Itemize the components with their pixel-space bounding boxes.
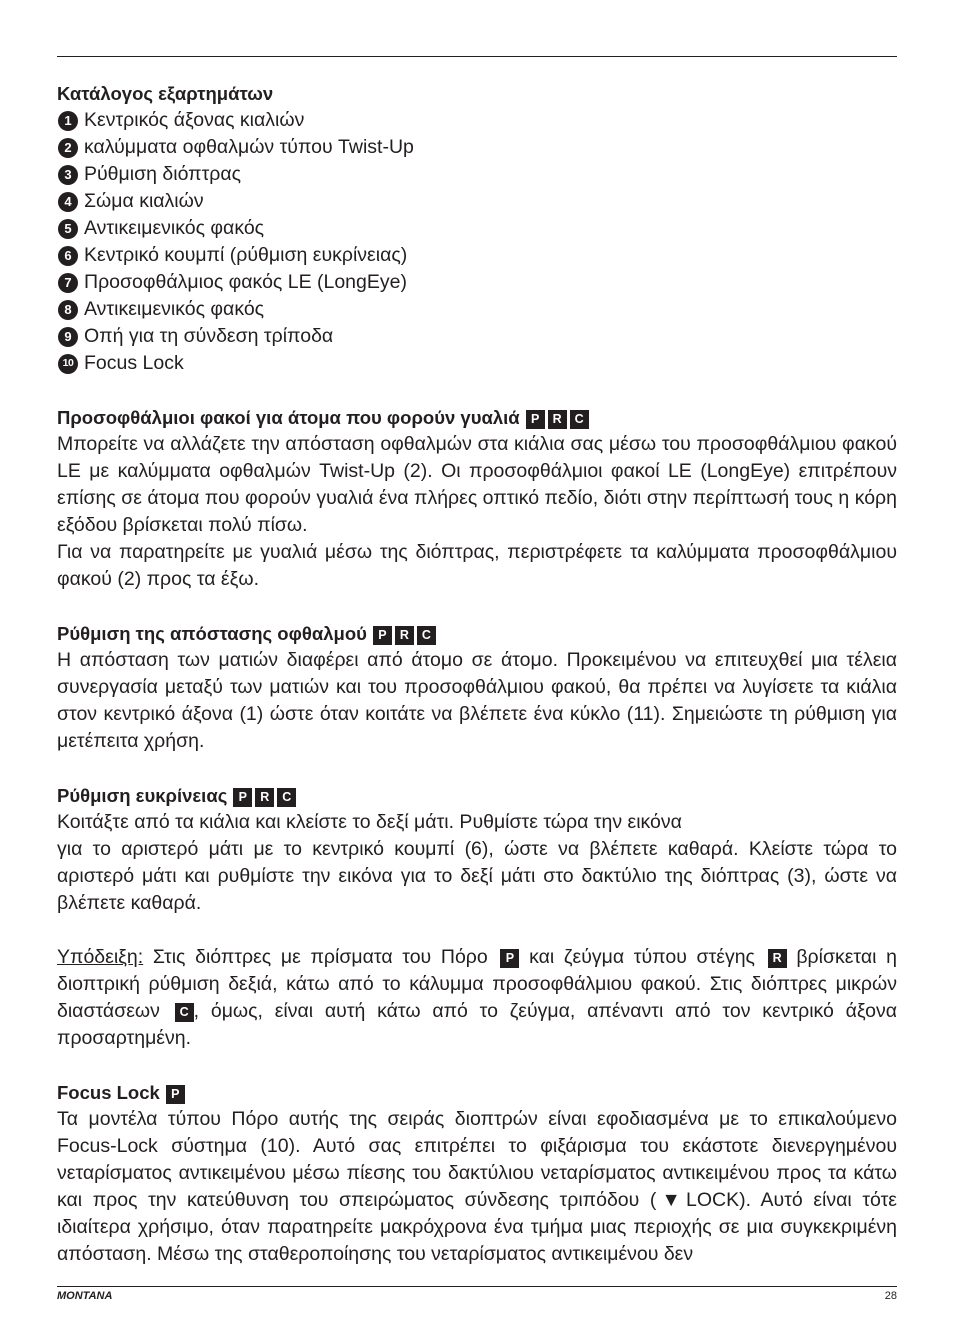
list-item bbox=[57, 107, 897, 134]
focus-line-1: Κοιτάξτε από τα κιάλια και κλείστε το δεξί μάτι. Ρυθμίστε τώρα την εικόνα bbox=[57, 811, 682, 833]
roof-badge-icon: R bbox=[255, 788, 274, 807]
part-label: Focus Lock bbox=[84, 352, 184, 374]
focus-lock-title: Focus Lock bbox=[57, 1082, 160, 1103]
roof-badge-icon: R bbox=[395, 626, 414, 645]
part-label: Αντικειμενικός φακός bbox=[84, 217, 265, 239]
compact-badge-icon: C bbox=[417, 626, 436, 645]
number-badge-icon: 2 bbox=[58, 138, 78, 158]
eyeglasses-paragraph-2: Για να παρατηρείτε με γυαλιά μέσω της διόπτρας, περιστρέφετε τα καλύμματα προσοφθάλμιου φακού (2) προς τα έξω. bbox=[57, 541, 897, 590]
spacer bbox=[57, 377, 897, 404]
note-text-3: βρίσκεται η διοπτρική ρύθμιση δεξιά, κάτω από το κάλυμμα προσοφθάλμιου φακού. Στις διόπτρες μικρών διαστάσεων bbox=[57, 946, 897, 1022]
porro-badge-icon: P bbox=[373, 626, 392, 645]
page-content bbox=[57, 80, 897, 1268]
number-badge-icon: 1 bbox=[58, 111, 78, 131]
eyeglasses-paragraph-1: Μπορείτε να αλλάζετε την απόσταση οφθαλμών στα κιάλια σας μέσω του προσοφθάλμιου φακού LE με καλύμματα οφθαλμών Twist-Up (2). Οι προσοφθάλμιοι φακοί LE (LongEye) επιτρέπουν επίσης σε άτομα που φορούν γυαλιά ένα πλήρες οπτικό πεδίο, διότι στην περίπτωσή τους η κόρη εξόδου βρίσκεται πολύ πίσω. bbox=[57, 433, 897, 536]
spacer bbox=[57, 755, 897, 782]
list-item bbox=[57, 350, 897, 377]
note-text-2: και ζεύγμα τύπου στέγης bbox=[519, 946, 765, 968]
part-label: Ρύθμιση διόπτρας bbox=[84, 163, 242, 185]
part-label: Προσοφθάλμιος φακός LE (LongEye) bbox=[84, 271, 407, 293]
eyeglasses-heading bbox=[57, 404, 897, 431]
focus-lock-paragraph: Τα μοντέλα τύπου Πόρο αυτής της σειράς διοπτρών είναι εφοδιασμένα με το επικαλούμενο Focus-Lock σύστημα (10). Αυτό σας επιτρέπει το φιξάρισμα του εκάστοτε διενεργημένου νεταρίσματος αντικειμένου μέσω πίεσης του δακτύλιου νεταρίσματος αντικειμένου προς τα κάτω και προς την κατεύθυνση του σπειρώματος σύνδεσης τριπόδου (▼LOCK). Αυτό είναι τότε ιδιαίτερα χρήσιμο, όταν παρατηρείτε μακρόχρονα ένα τμήμα μιας περιοχής σε μια συγκεκριμένη απόσταση. Μέσω της σταθεροποίησης του νεταρίσματος αντικειμένου δεν bbox=[57, 1108, 897, 1265]
note-label: Υπόδειξη: bbox=[57, 946, 144, 968]
parts-list-title: Κατάλογος εξαρτημάτων bbox=[57, 83, 274, 104]
number-badge-icon: 3 bbox=[58, 165, 78, 185]
footer-brand: MONTANA bbox=[57, 1290, 113, 1302]
porro-badge-icon: P bbox=[500, 949, 519, 968]
list-item bbox=[57, 269, 897, 296]
top-rule bbox=[57, 56, 897, 57]
number-badge-icon: 9 bbox=[58, 327, 78, 347]
part-label: καλύμματα οφθαλμών τύπου Twist-Up bbox=[84, 136, 414, 158]
compact-badge-icon: C bbox=[277, 788, 296, 807]
focus-heading bbox=[57, 782, 897, 809]
note-text-1: Στις διόπτρες με πρίσματα του Πόρο bbox=[143, 946, 498, 968]
list-item bbox=[57, 242, 897, 269]
focus-paragraph: για το αριστερό μάτι με το κεντρικό κουμπί (6), ώστε να βλέπετε καθαρά. Κλείστε τώρα το αριστερό μάτι και ρυθμίστε την εικόνα για το δεξί μάτι στο δακτύλιο της διόπτρας (3), ώστε να βλέπετε καθαρά. bbox=[57, 838, 897, 914]
number-badge-icon: 8 bbox=[58, 300, 78, 320]
part-label: Κεντρικός άξονας κιαλιών bbox=[84, 109, 305, 131]
part-label: Κεντρικό κουμπί (ρύθμιση ευκρίνειας) bbox=[84, 244, 408, 266]
porro-badge-icon: P bbox=[166, 1085, 185, 1104]
page-number: 28 bbox=[884, 1290, 897, 1302]
number-badge-icon: 7 bbox=[58, 273, 78, 293]
number-badge-icon: 6 bbox=[58, 246, 78, 266]
part-label: Σώμα κιαλιών bbox=[84, 190, 204, 212]
spacer bbox=[57, 1052, 897, 1079]
number-badge-icon: 4 bbox=[58, 192, 78, 212]
focus-lock-heading bbox=[57, 1079, 897, 1106]
porro-badge-icon: P bbox=[526, 410, 545, 429]
list-item bbox=[57, 296, 897, 323]
number-badge-icon: 10 bbox=[58, 354, 78, 374]
compact-badge-icon: C bbox=[175, 1003, 194, 1022]
part-label: Αντικειμενικός φακός bbox=[84, 298, 265, 320]
list-item bbox=[57, 134, 897, 161]
roof-badge-icon: R bbox=[548, 410, 567, 429]
list-item bbox=[57, 188, 897, 215]
list-item bbox=[57, 161, 897, 188]
part-label: Οπή για τη σύνδεση τρίποδα bbox=[84, 325, 334, 347]
note-text-4: , όμως, είναι αυτή κάτω από το ζεύγμα, απέναντι από τον κεντρικό άξονα προσαρτημένη. bbox=[57, 1000, 897, 1049]
bottom-rule bbox=[57, 1286, 897, 1287]
spacer bbox=[57, 593, 897, 620]
eyeglasses-title: Προσοφθάλμιοι φακοί για άτομα που φορούν γυαλιά bbox=[57, 407, 520, 428]
note-paragraph bbox=[57, 944, 897, 1052]
parts-list bbox=[57, 107, 897, 377]
eye-distance-paragraph: Η απόσταση των ματιών διαφέρει από άτομο σε άτομο. Προκειμένου να επιτευχθεί μια τέλεια συνεργασία μεταξύ των ματιών και του προσοφθάλμιου φακού, θα πρέπει να λυγίσετε τα κιάλια στον κεντρικό άξονα (1) ώστε όταν κοιτάτε να βλέπετε ένα κύκλο (11). Σημειώστε τη ρύθμιση για μετέπειτα χρήση. bbox=[57, 649, 897, 752]
spacer bbox=[57, 917, 897, 944]
eye-distance-title: Ρύθμιση της απόστασης οφθαλμού bbox=[57, 623, 367, 644]
number-badge-icon: 5 bbox=[58, 219, 78, 239]
compact-badge-icon: C bbox=[570, 410, 589, 429]
focus-title: Ρύθμιση ευκρίνειας bbox=[57, 785, 228, 806]
list-item bbox=[57, 215, 897, 242]
porro-badge-icon: P bbox=[233, 788, 252, 807]
roof-badge-icon: R bbox=[768, 949, 787, 968]
list-item bbox=[57, 323, 897, 350]
eye-distance-heading bbox=[57, 620, 897, 647]
